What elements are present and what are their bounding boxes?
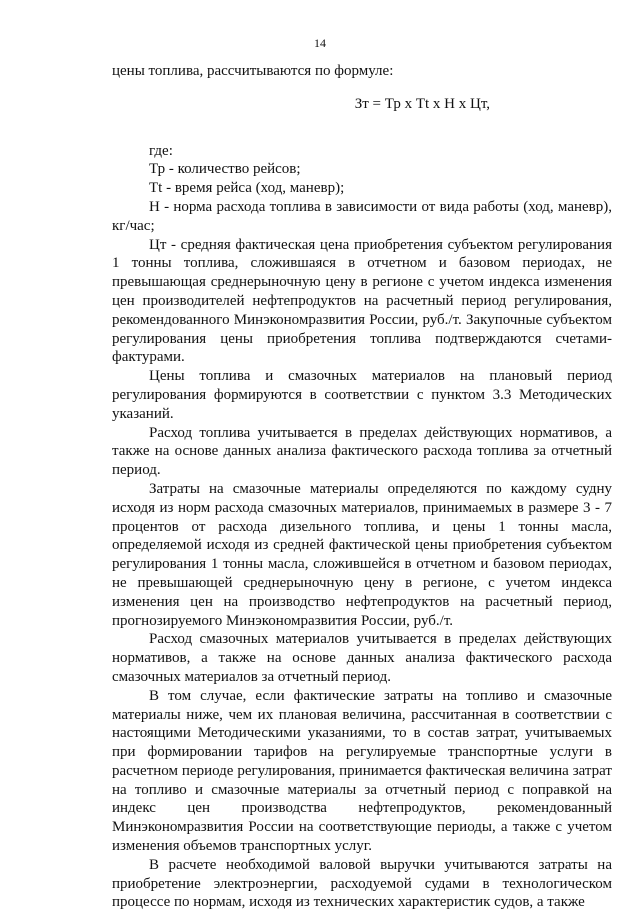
paragraph-lubricant-costs: Затраты на смазочные материалы определяются по каждому судну исходя из норм расхода смазочных материалов, принимаемых в размере 3 - 7 процентов от расхода дизельного топлива, и цены 1 тонны масла, определяемой исходя из средней фактической цены приобретения субъектом регулирования 1 тонны масла, сложившейся в отчетном и базовом периодах, не превышающей среднерыночную цену в регионе, с учетом индекса изменения цен на производство нефтепродуктов на расчетный период, прогнозируемого Минэкономразвития России, руб./т. [112, 480, 612, 629]
paragraph-prices: Цены топлива и смазочных материалов на плановый период регулирования формируются в соответствии с пунктом 3.3 Методических указаний. [112, 368, 612, 422]
page-content [112, 62, 612, 912]
page-number: 14 [314, 36, 326, 50]
fuel-cost-formula: Зт = Тр х Tt х Н х Цт, [354, 95, 490, 112]
paragraph-actual-costs: В том случае, если фактические затраты на топливо и смазочные материалы ниже, чем их плановая величина, рассчитанная в соответствии с настоящими Методическими указаниями, то в состав затрат, учитываемых при формировании тарифов на регулируемые транспортные услуги в расчетном периоде регулирования, принимается фактическая величина затрат на топливо и смазочные материалы за отчетный период с поправкой на индекс цен производства нефтепродуктов, рекомендованный Минэкономразвития России на соответствующие периоды, а также с учетом изменения объемов транспортных услуг. [112, 687, 612, 855]
where-label: где: [149, 142, 173, 159]
definition-ct: Цт - средняя фактическая цена приобретения субъектом регулирования 1 тонны топлива, сложившаяся в отчетном и базовом периодах, не превышающая среднерыночную цену в регионе с учетом индекса изменения цен производителей нефтепродуктов на расчетный период регулирования, рекомендованного Минэкономразвития России, руб./т. Закупочные субъектом регулирования цены приобретения топлива подтверждаются счетами-фактурами. [112, 236, 612, 366]
intro-paragraph: цены топлива, рассчитываются по формуле: [112, 63, 394, 79]
definition-tt: Tt - время рейса (ход, маневр); [149, 180, 345, 197]
definition-n: Н - норма расхода топлива в зависимости от вида работы (ход, маневр), кг/час; [112, 198, 612, 234]
paragraph-lubricant-consumption: Расход смазочных материалов учитывается в пределах действующих нормативов, а также на основе данных анализа фактического расхода смазочных материалов за отчетный период. [112, 631, 612, 685]
paragraph-fuel-consumption: Расход топлива учитывается в пределах действующих нормативов, а также на основе данных анализа фактического расхода топлива за отчетный период. [112, 424, 612, 479]
paragraph-electricity: В расчете необходимой валовой выручки учитываются затраты на приобретение электроэнергии, расходуемой судами в технологическом процессе по нормам, исходя из технических характеристик судов, а также [112, 856, 612, 911]
definition-tr: Тр - количество рейсов; [149, 161, 301, 178]
